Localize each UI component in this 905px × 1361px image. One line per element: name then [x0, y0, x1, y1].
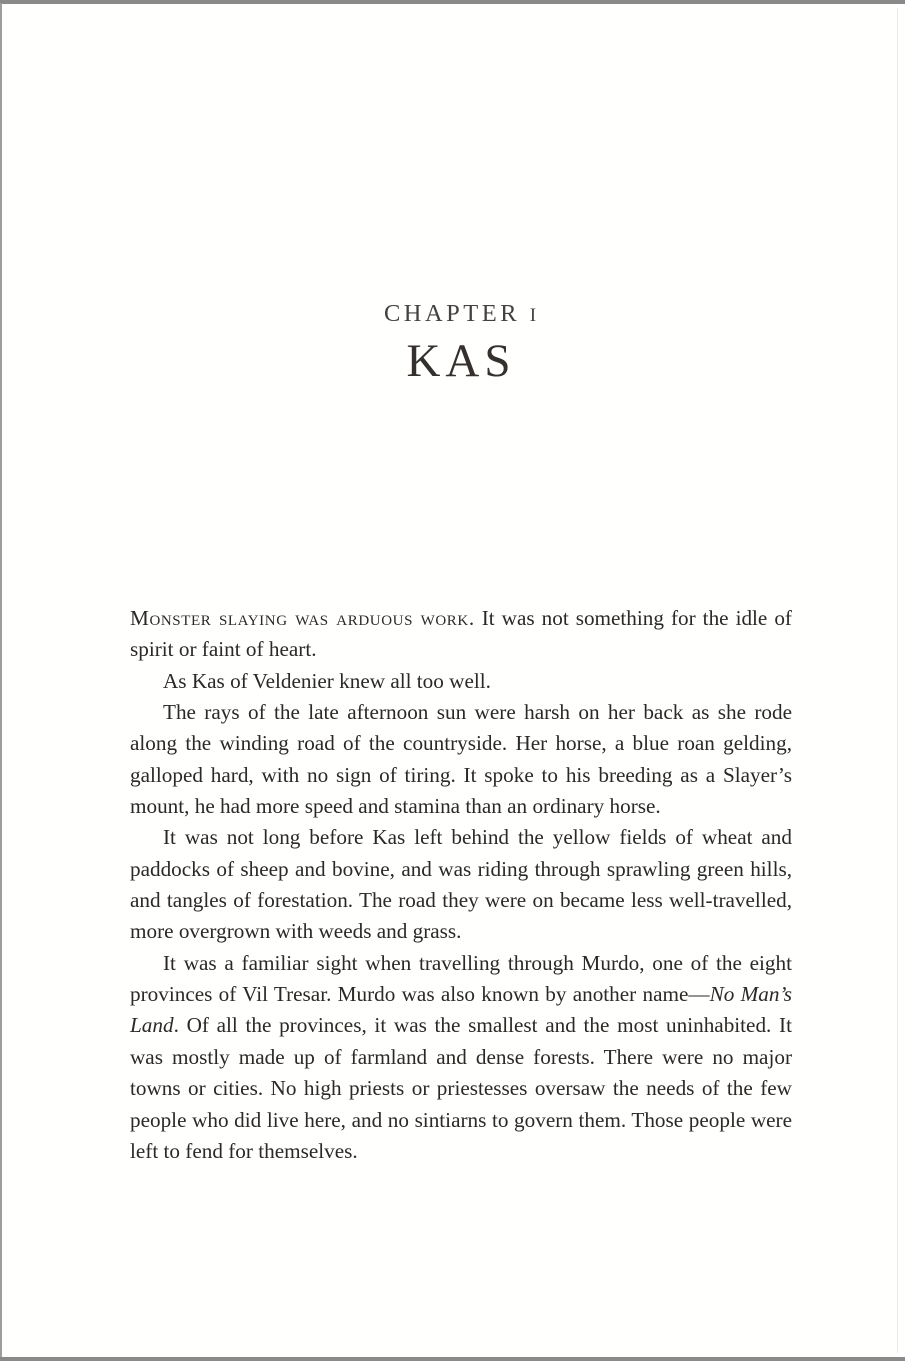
chapter-title: KAS — [406, 335, 516, 387]
window-frame-bottom-edge — [0, 1357, 905, 1361]
chapter-label-text: CHAPTER — [383, 300, 521, 327]
paragraph — [130, 666, 792, 697]
paragraph — [130, 603, 792, 666]
paragraph-segment: The rays of the late afternoon sun were harsh on her back as she rode along the winding road of the countryside. Her horse, a blue roan gelding, galloped hard, with no sign of tiring. It spoke to his breeding as a Slayer’s mount, he had more speed and stamina than an ordinary horse. — [130, 700, 792, 819]
paragraph — [130, 948, 792, 1167]
paragraph-segment: It was not long before Kas left behind the yellow fields of wheat and paddocks of sheep and bovine, and was riding through sprawling green hills, and tangles of forestation. The road they were on became less well-travelled, more overgrown with weeds and grass. — [130, 825, 792, 944]
paragraph-segment: Monster slaying was arduous work. — [130, 606, 475, 630]
chapter-label — [130, 299, 792, 331]
text-block — [130, 603, 792, 1167]
paragraph — [130, 822, 792, 947]
paragraph-segment: As Kas of Veldenier knew all too well. — [163, 668, 491, 693]
chapter-number: I — [529, 305, 539, 326]
chapter-heading — [130, 299, 792, 386]
paragraph-segment: No Man’s Land — [130, 982, 792, 1038]
page-edge-line — [897, 8, 898, 1353]
paragraph-segment: . Of all the provinces, it was the smallest and the most uninhabited. It was mostly made up of farmland and dense forests. There were no major towns or cities. No high priests or priestesses oversaw the needs of the few people who did live here, and no sintiarns to govern them. Those people were left to fend for themselves. — [130, 1013, 792, 1163]
paragraph — [130, 697, 792, 822]
paragraph-segment: It was a familiar sight when travelling through Murdo, one of the eight provinces of Vil Tresar. Murdo was also known by another name— — [130, 950, 792, 1007]
book-page — [2, 4, 905, 1357]
paragraph-segment: It was not something for the idle of spirit or faint of heart. — [130, 606, 792, 662]
